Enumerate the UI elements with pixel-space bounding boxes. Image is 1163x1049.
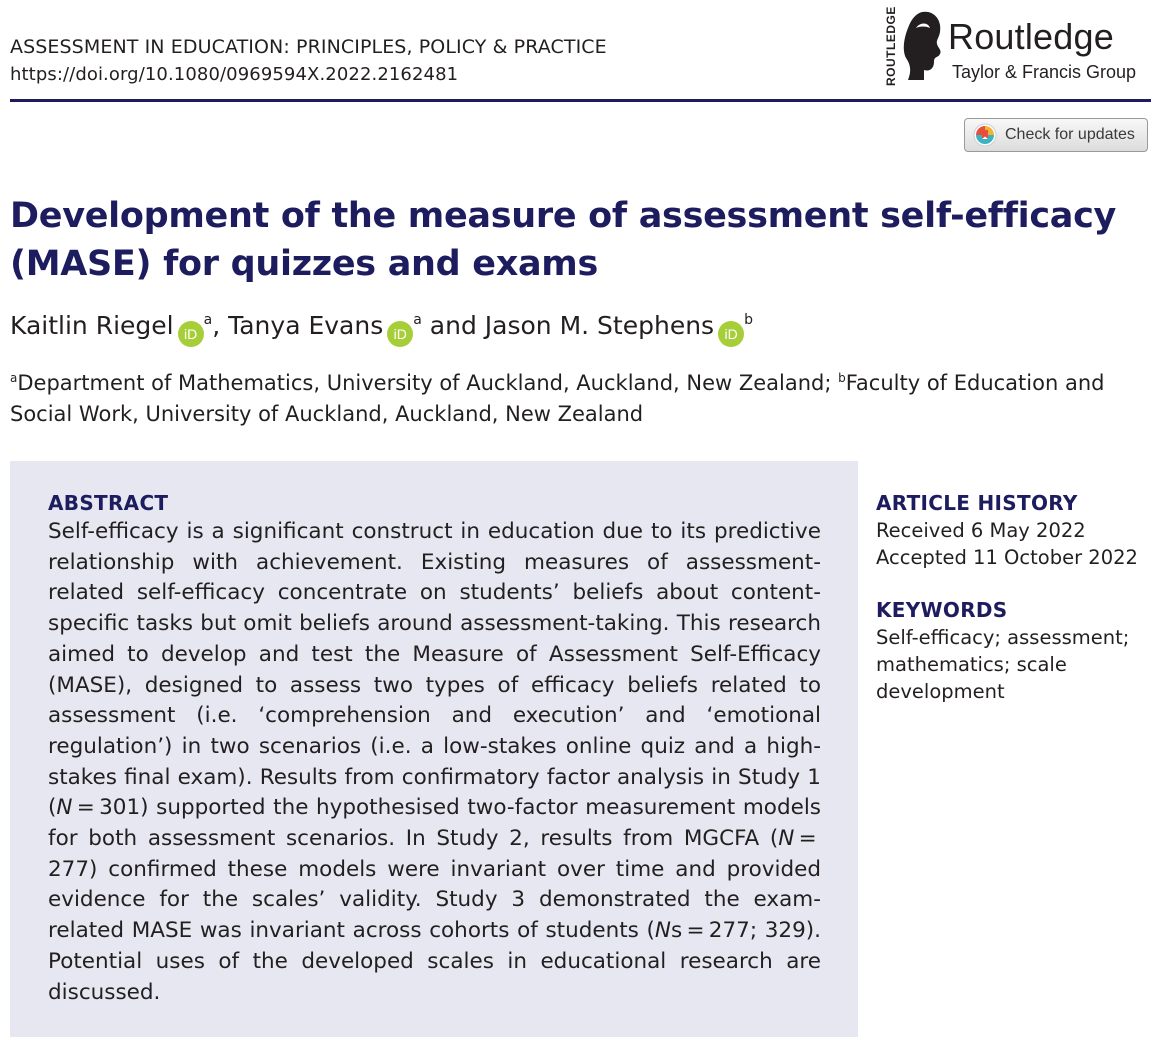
author-separator: and xyxy=(421,311,485,340)
abstract-text xyxy=(48,517,821,1008)
abstract-heading: ABSTRACT xyxy=(48,491,169,515)
abstract-text-part: = 301) supported the hypothesised two-factor measurement models for both assessment scenarios. In Study 2, results from MGCFA ( xyxy=(48,795,821,852)
orcid-icon[interactable]: iD xyxy=(387,321,413,347)
abstract-text-part: s = 277; 329). Potential uses of the developed scales in educational research are discussed. xyxy=(48,918,821,1005)
publisher-group: Taylor & Francis Group xyxy=(952,62,1137,82)
keywords-list: Self-efficacy; assessment; mathematics; scale development xyxy=(876,626,1130,703)
affil-text: Department of Mathematics, University of Auckland, Auckland, New Zealand; xyxy=(17,371,839,395)
author-separator: , xyxy=(212,311,229,340)
affil-mark: b xyxy=(838,371,846,385)
publisher-vertical-text: ROUTLEDGE xyxy=(884,6,898,86)
publisher-logo xyxy=(884,6,1154,86)
journal-header xyxy=(10,34,607,88)
routledge-head-icon xyxy=(902,8,946,84)
orcid-icon[interactable]: iD xyxy=(178,321,204,347)
journal-name: ASSESSMENT IN EDUCATION: PRINCIPLES, POLICY & PRACTICE xyxy=(10,36,607,58)
abstract-n-symbol: N xyxy=(778,826,795,852)
affiliations xyxy=(10,368,1150,430)
author-name: Jason M. Stephens xyxy=(484,311,715,340)
article-sidebar xyxy=(876,489,1156,705)
doi-link[interactable]: https://doi.org/10.1080/0969594X.2022.2162481 xyxy=(10,64,459,85)
author-name: Kaitlin Riegel xyxy=(10,311,174,340)
abstract-text-part: = 277) confirmed these models were invariant over time and provided evidence for the scales’ validity. Study 3 demonstrated the exam-related MASE was invariant across cohorts of students ( xyxy=(48,826,821,944)
check-for-updates-label: Check for updates xyxy=(1005,126,1135,143)
publisher-name: Routledge xyxy=(948,16,1114,57)
author-affil-mark: a xyxy=(413,312,422,328)
abstract-box xyxy=(10,461,858,1037)
author-name: Tanya Evans xyxy=(228,311,384,340)
crossmark-icon xyxy=(973,123,997,147)
article-history-heading: ARTICLE HISTORY xyxy=(876,491,1078,515)
accepted-date: Accepted 11 October 2022 xyxy=(876,546,1138,569)
affil-text: Faculty of Education and Social Work, University of Auckland, Auckland, New Zealand xyxy=(10,371,1105,426)
orcid-icon[interactable]: iD xyxy=(718,321,744,347)
article-title: Development of the measure of assessment self-efficacy (MASE) for quizzes and exams xyxy=(10,196,1117,284)
author-affil-mark: b xyxy=(744,312,753,328)
author-affil-mark: a xyxy=(203,312,213,328)
received-date: Received 6 May 2022 xyxy=(876,519,1086,542)
check-for-updates-button[interactable] xyxy=(964,118,1148,152)
affil-mark: a xyxy=(10,371,18,385)
keywords-heading: KEYWORDS xyxy=(876,598,1008,622)
author-list xyxy=(10,308,753,347)
abstract-n-symbol: N xyxy=(654,918,671,944)
header-rule xyxy=(10,99,1151,102)
abstract-n-symbol: N xyxy=(56,795,73,821)
abstract-text-part: Self-efficacy is a significant construct in education due to its predictive relationship with achievement. Existing measures of assessment-related self-efficacy concentrate on students’ beliefs about content-specific tasks but omit beliefs around assessment-taking. This research aimed to develop and test the Measure of Assessment Self-Efficacy (MASE), designed to assess two types of efficacy beliefs related to assessment (i.e. ‘comprehension and execution’ and ‘emotional regulation’) in two scenarios (i.e. a low-stakes online quiz and a high-stakes final exam). Results from confirmatory factor analysis in Study 1 ( xyxy=(48,519,821,821)
